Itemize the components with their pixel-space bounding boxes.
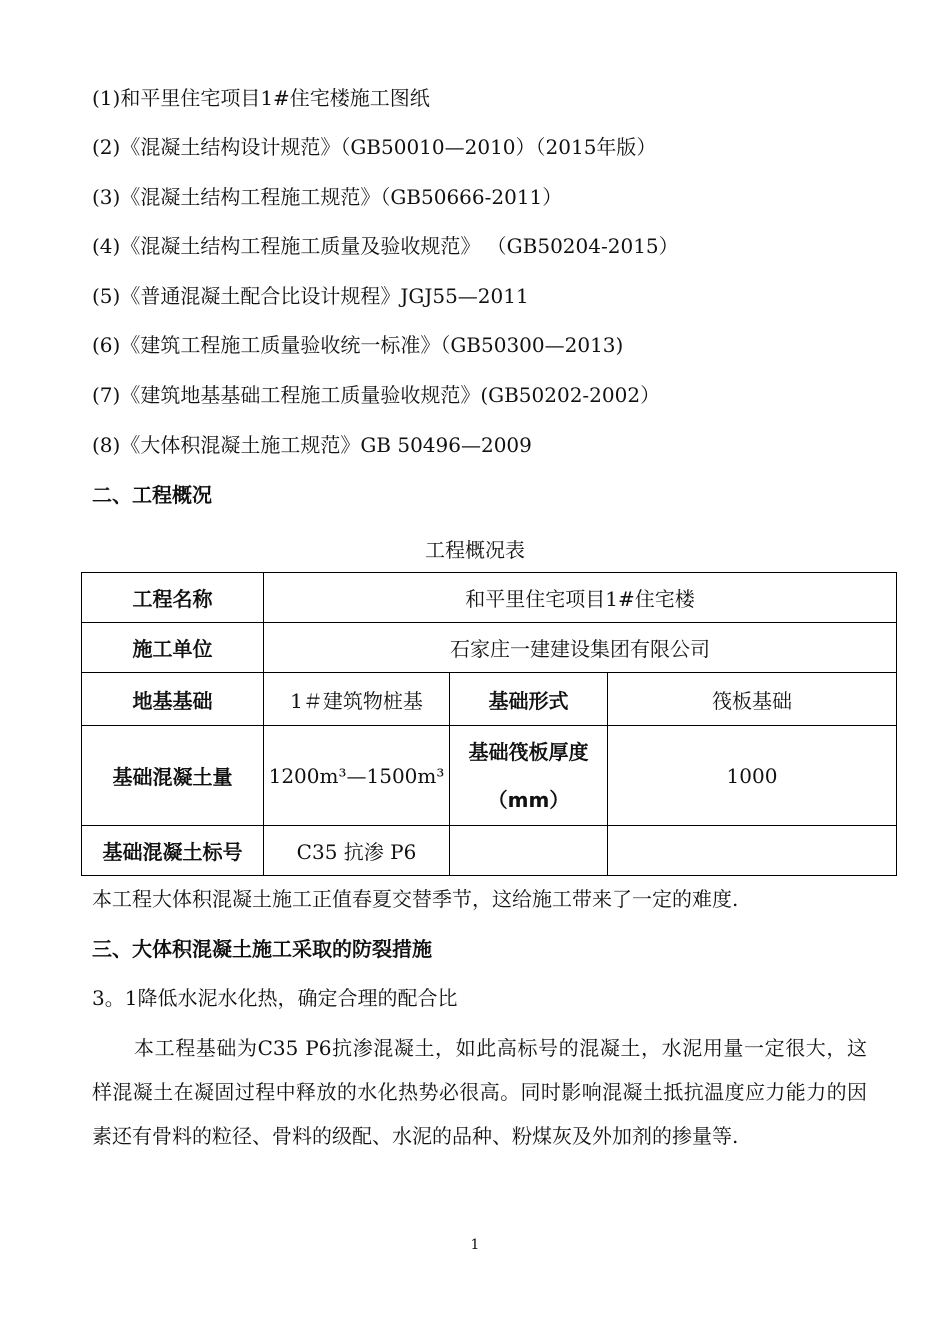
table-row — [82, 623, 897, 673]
reference-item: (7)《建筑地基基础工程施工质量验收规范》(GB50202-2002） — [92, 383, 661, 407]
project-name-value: 和平里住宅项目1#住宅楼 — [264, 573, 897, 623]
overview-note: 本工程大体积混凝土施工正值春夏交替季节，这给施工带来了一定的难度. — [92, 887, 739, 911]
page-number: 1 — [470, 1237, 480, 1253]
foundation-type-label: 基础形式 — [450, 673, 608, 726]
reference-item: (4)《混凝土结构工程施工质量及验收规范》 （GB50204-2015） — [92, 234, 679, 258]
reference-item: (5)《普通混凝土配合比设计规程》JGJ55—2011 — [92, 284, 529, 308]
table-row — [82, 673, 897, 726]
foundation-value: 1＃建筑物桩基 — [264, 673, 450, 726]
empty-cell — [608, 826, 897, 876]
raft-thickness-value: 1000 — [608, 726, 897, 826]
reference-item: (2)《混凝土结构设计规范》（GB50010—2010）（2015年版） — [92, 135, 657, 159]
foundation-label: 地基基础 — [82, 673, 264, 726]
project-overview-table — [81, 572, 897, 876]
raft-thickness-label: 基础筏板厚度 — [468, 739, 589, 764]
foundation-type-value: 筏板基础 — [608, 673, 897, 726]
table-row — [82, 726, 897, 826]
empty-cell — [450, 826, 608, 876]
reference-item: (6)《建筑工程施工质量验收统一标准》（GB50300—2013) — [92, 333, 624, 357]
reference-item: (1)和平里住宅项目1#住宅楼施工图纸 — [92, 86, 430, 110]
body-paragraph: 本工程基础为C35 P6抗渗混凝土，如此高标号的混凝土，水泥用量一定很大，这样混凝土在凝固过程中释放的水化热势必很高。同时影响混凝土抵抗温度应力能力的因素还有骨料的粒径、骨料的级配、水泥的品种、粉煤灰及外加剂的掺量等. — [92, 1036, 867, 1148]
concrete-volume-value: 1200m³—1500m³ — [264, 726, 450, 826]
section-heading-anticrack: 三、大体积混凝土施工采取的防裂措施 — [92, 937, 432, 961]
table-row — [82, 826, 897, 876]
reference-item: (8)《大体积混凝土施工规范》GB 50496—2009 — [92, 433, 532, 457]
table-caption: 工程概况表 — [425, 538, 525, 562]
table-row — [82, 573, 897, 623]
section-heading-overview: 二、工程概况 — [92, 483, 212, 507]
concrete-volume-label: 基础混凝土量 — [82, 726, 264, 826]
concrete-grade-label: 基础混凝土标号 — [82, 826, 264, 876]
contractor-value: 石家庄一建建设集团有限公司 — [264, 623, 897, 673]
contractor-label: 施工单位 — [82, 623, 264, 673]
project-name-label: 工程名称 — [82, 573, 264, 623]
raft-thickness-label-cell — [450, 726, 608, 826]
subsection-heading: 3。1降低水泥水化热，确定合理的配合比 — [92, 986, 458, 1010]
concrete-grade-value: C35 抗渗 P6 — [264, 826, 450, 876]
reference-item: (3)《混凝土结构工程施工规范》（GB50666-2011） — [92, 185, 563, 209]
raft-thickness-unit: （mm） — [487, 787, 570, 812]
